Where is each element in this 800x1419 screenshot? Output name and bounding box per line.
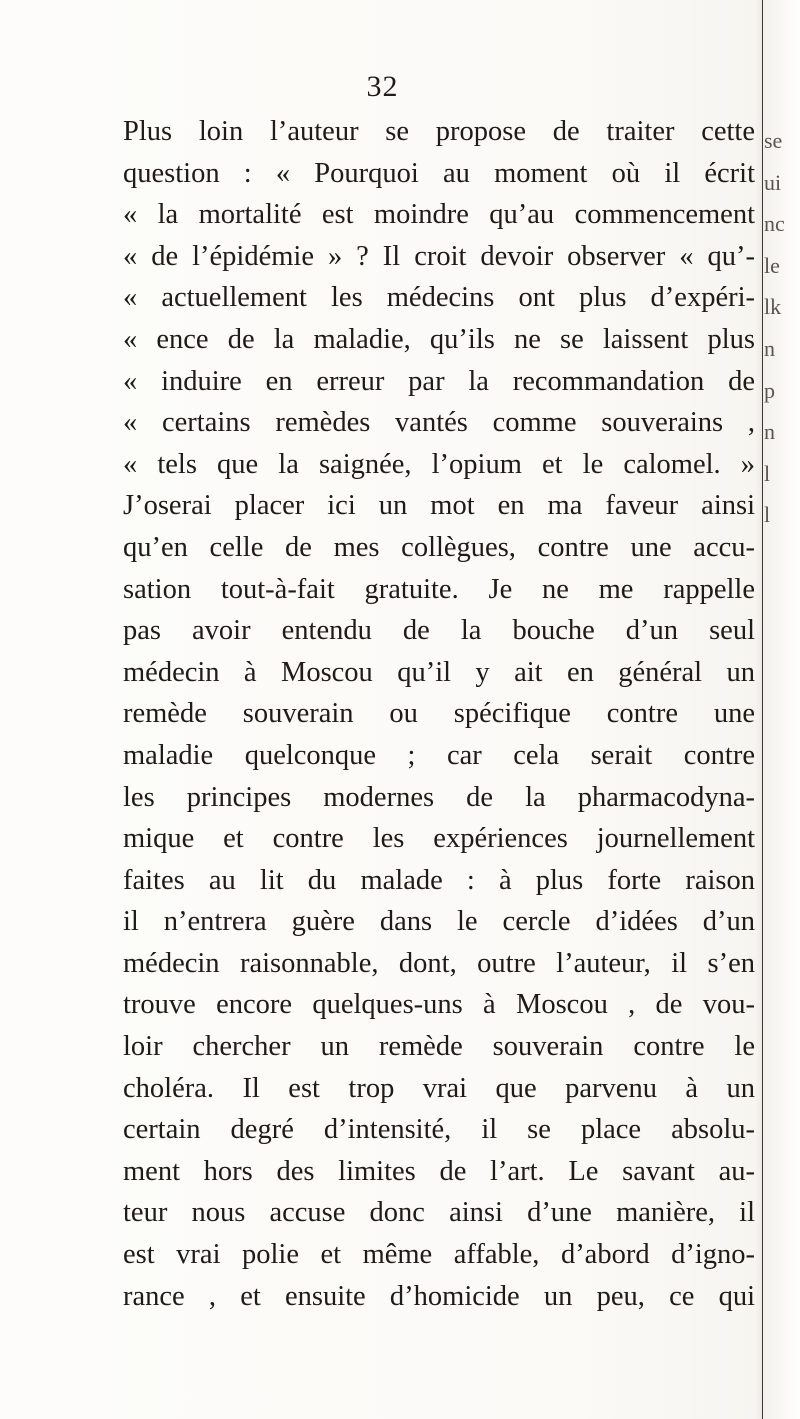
text-line: « tels que la saignée, l’opium et le calomel. » [123, 448, 755, 480]
next-page-edge-fragments [764, 120, 800, 536]
text-line: maladie quelconque ; car cela serait contre [123, 739, 755, 771]
text-line: les principes modernes de la pharmacodyna- [123, 781, 755, 813]
text-line: trouve encore quelques-uns à Moscou , de vou- [123, 989, 755, 1021]
text-line: « certains remèdes vantés comme souverains , [123, 407, 755, 439]
text-line: mique et contre les expériences journellement [123, 823, 755, 855]
edge-fragment: le [764, 252, 780, 278]
text-line: pas avoir entendu de la bouche d’un seul [123, 615, 755, 647]
text-line: remède souverain ou spécifique contre une [123, 698, 755, 730]
text-line: médecin à Moscou qu’il y ait en général un [123, 656, 755, 688]
text-line: Plus loin l’auteur se propose de traiter cette [123, 116, 755, 147]
edge-fragment: l [764, 460, 771, 486]
edge-fragment: n [764, 335, 775, 361]
text-line: « la mortalité est moindre qu’au commencement [123, 199, 755, 231]
edge-fragment: p [764, 377, 775, 403]
text-line: il n’entrera guère dans le cercle d’idées d’un [123, 906, 755, 938]
text-line: certain degré d’intensité, il se place absolu- [123, 1114, 755, 1146]
text-line: sation tout-à-fait gratuite. Je ne me rappelle [123, 573, 755, 605]
edge-fragment: lk [764, 294, 782, 320]
body-text [123, 111, 755, 1317]
text-line: médecin raisonnable, dont, outre l’auteur, il s’en [123, 947, 755, 979]
text-line: rance , et ensuite d’homicide un peu, ce qui [123, 1280, 755, 1312]
text-line: « actuellement les médecins ont plus d’expéri- [123, 282, 755, 314]
text-line: question : « Pourquoi au moment où il écrit [123, 157, 755, 189]
text-line: « ence de la maladie, qu’ils ne se laissent plus [123, 323, 755, 355]
text-line: J’oserai placer ici un mot en ma faveur ainsi [123, 490, 755, 522]
text-line: faites au lit du malade : à plus forte raison [123, 864, 755, 896]
text-line: teur nous accuse donc ainsi d’une manière, il [123, 1197, 755, 1229]
text-line: est vrai polie et même affable, d’abord d’igno- [123, 1239, 755, 1271]
edge-fragment: l [764, 502, 771, 528]
edge-fragment: se [764, 128, 783, 153]
text-line: qu’en celle de mes collègues, contre une accu- [123, 531, 755, 563]
edge-fragment: ui [764, 169, 782, 195]
text-line: ment hors des limites de l’art. Le savant au- [123, 1155, 755, 1187]
text-line: « induire en erreur par la recommandation de [123, 365, 755, 397]
text-line: choléra. Il est trop vrai que parvenu à un [123, 1072, 755, 1104]
edge-fragment: nc [764, 211, 785, 237]
edge-fragment: n [764, 419, 775, 445]
text-line: loir chercher un remède souverain contre le [123, 1031, 755, 1063]
page-number: 32 [366, 70, 399, 103]
text-line: « de l’épidémie » ? Il croit devoir observer « qu’- [123, 240, 755, 272]
